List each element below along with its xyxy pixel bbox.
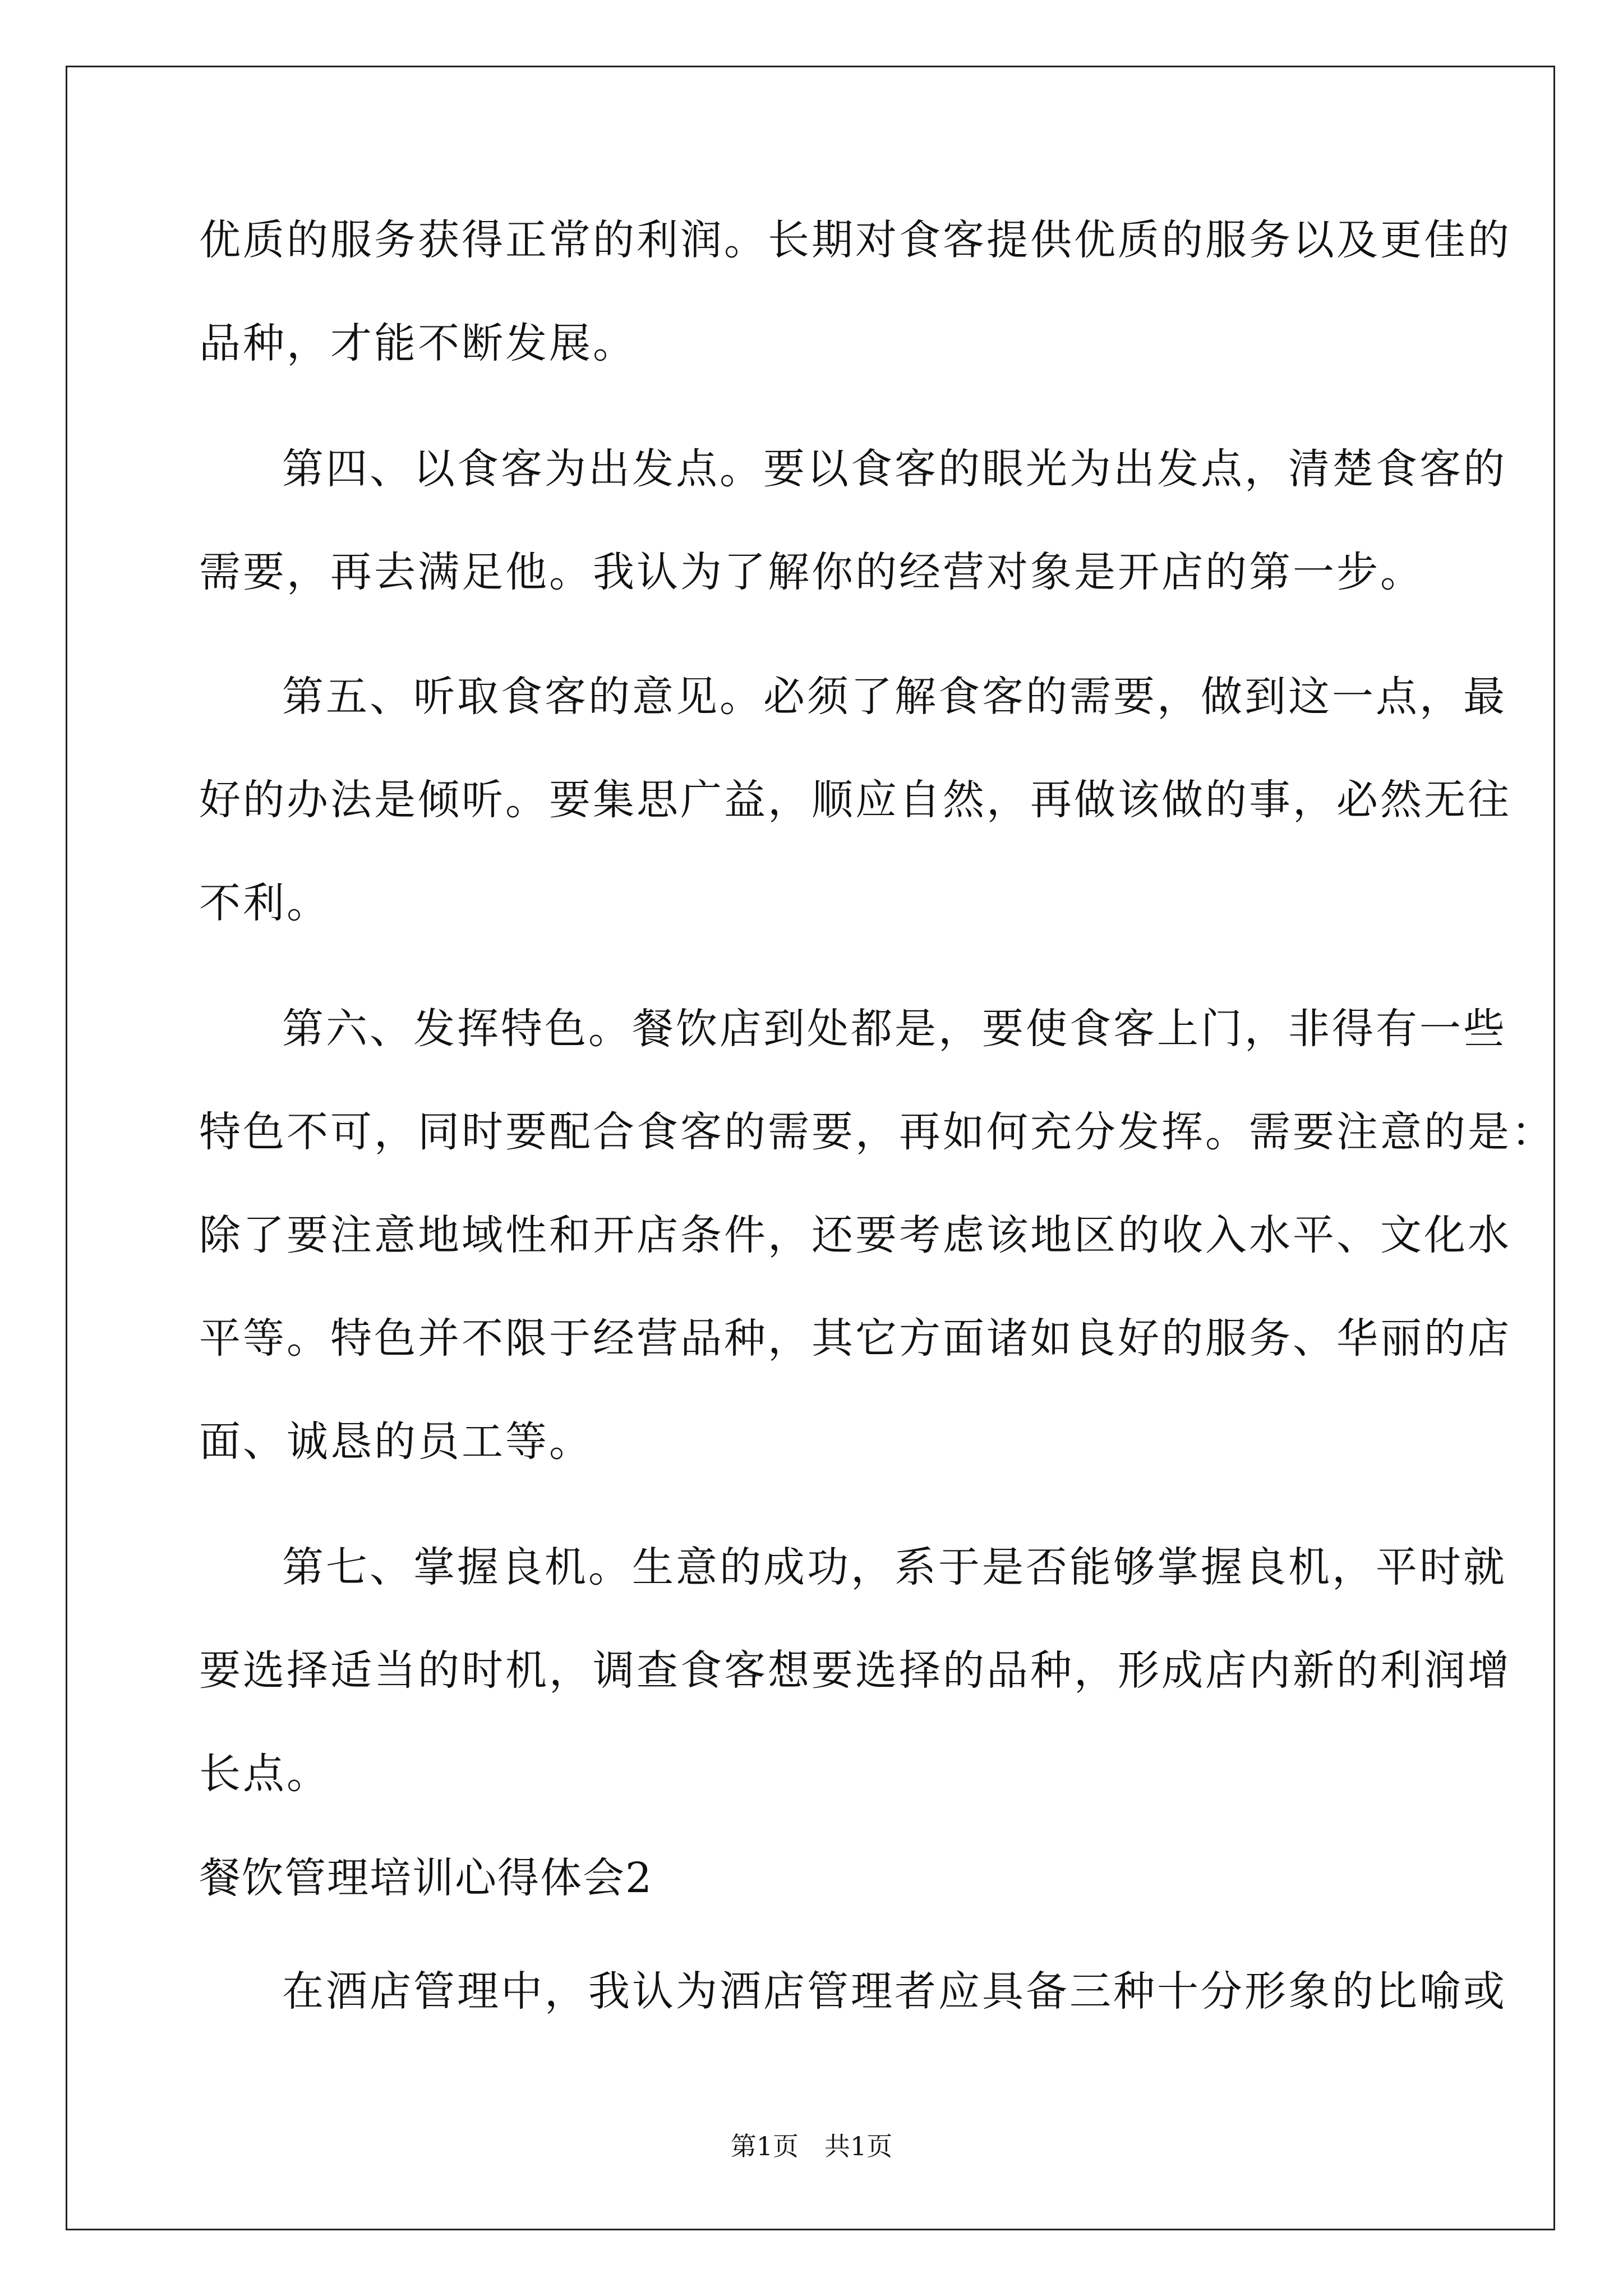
paragraph-line: 在酒店管理中，我认为酒店管理者应具备三种十分形象的比喻或 [282, 1967, 1507, 2016]
paragraph-line: 不利。 [199, 879, 330, 927]
paragraph-line: 除了要注意地域性和开店条件，还要考虑该地区的收入水平、文化水 [199, 1211, 1511, 1259]
paragraph-line: 第四、以食客为出发点。要以食客的眼光为出发点，清楚食客的 [282, 445, 1507, 493]
paragraph-line: 平等。特色并不限于经营品种，其它方面诸如良好的服务、华丽的店 [199, 1314, 1511, 1363]
paragraph-line: 优质的服务获得正常的利润。长期对食客提供优质的服务以及更佳的 [199, 216, 1511, 264]
paragraph-line: 特色不可，同时要配合食客的需要，再如何充分发挥。需要注意的是： [199, 1108, 1555, 1156]
section-heading: 餐饮管理培训心得体会2 [199, 1854, 653, 1902]
paragraph-line: 面、诚恳的员工等。 [199, 1418, 593, 1466]
paragraph-line: 第五、听取食客的意见。必须了解食客的需要，做到这一点，最 [282, 673, 1507, 721]
paragraph-line: 第七、掌握良机。生意的成功，系于是否能够掌握良机，平时就 [282, 1543, 1507, 1591]
paragraph-line: 需要，再去满足他。我认为了解你的经营对象是开店的第一步。 [199, 548, 1424, 596]
paragraph-line: 品种，才能不断发展。 [199, 319, 637, 367]
paragraph-line: 第六、发挥特色。餐饮店到处都是，要使食客上门，非得有一些 [282, 1005, 1507, 1053]
paragraph-line: 长点。 [199, 1750, 330, 1798]
page-footer: 第1页 共1页 [730, 2131, 893, 2161]
paragraph-line: 好的办法是倾听。要集思广益，顺应自然，再做该做的事，必然无往 [199, 776, 1511, 824]
paragraph-line: 要选择适当的时机，调查食客想要选择的品种，形成店内新的利润增 [199, 1646, 1511, 1695]
